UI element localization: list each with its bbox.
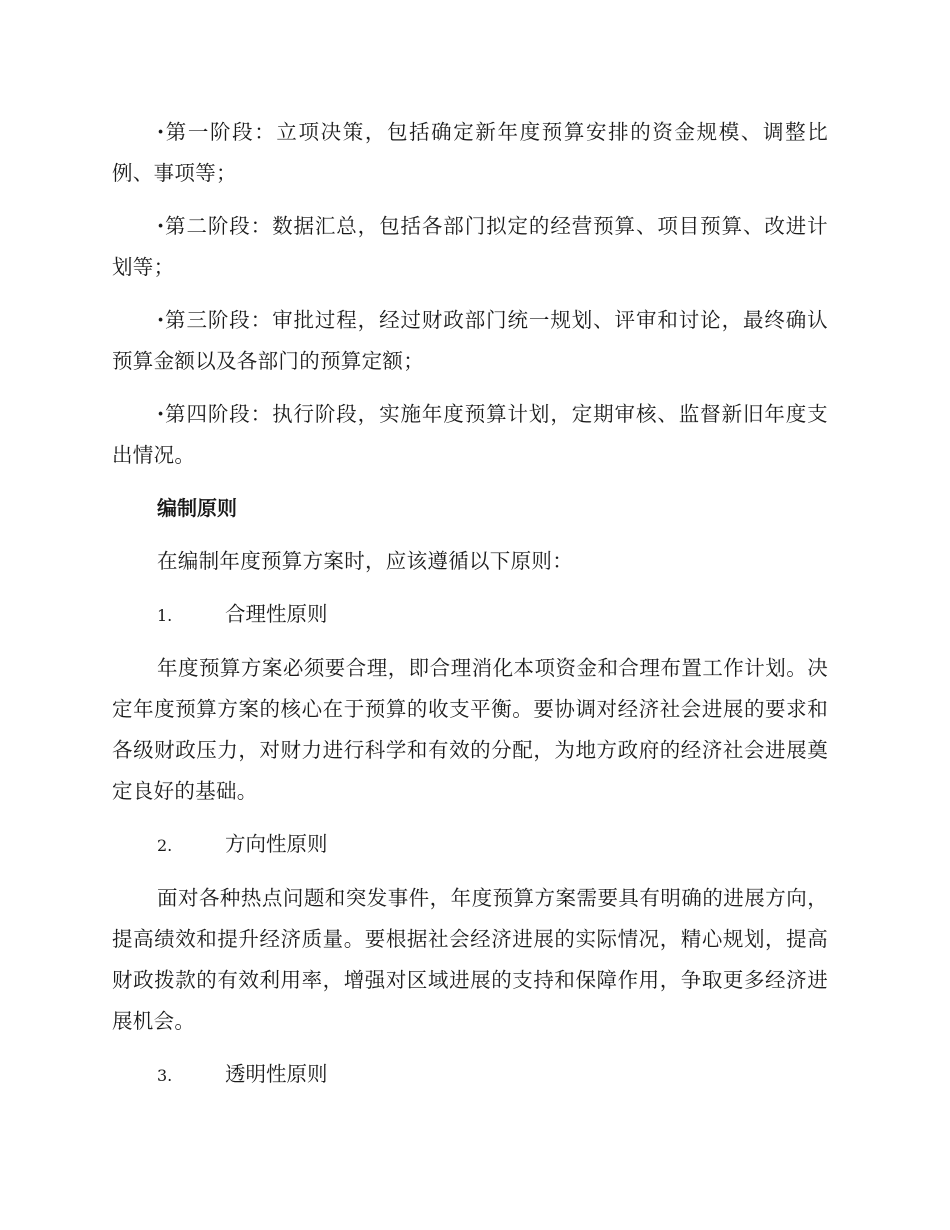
stage-item: [112, 394, 828, 476]
stage-text: 第三阶段：审批过程，经过财政部门统一规划、评审和讨论，最终确认预算金额以及各部门的预算定额；: [112, 308, 828, 373]
principle-number: 1.: [157, 606, 173, 625]
principle-heading: [112, 1054, 828, 1096]
principle-body: 年度预算方案必须要合理，即合理消化本项资金和合理布置工作计划。决定年度预算方案的核心在于预算的收支平衡。要协调对经济社会进展的要求和各级财政压力，对财力进行科学和有效的分配，为地方政府的经济社会进展奠定良好的基础。: [112, 656, 828, 803]
section-heading: 编制原则: [157, 496, 237, 520]
stage-item: [112, 112, 828, 194]
document-page: [112, 112, 828, 1108]
principle-heading: [112, 824, 828, 866]
bullet-icon: ·: [157, 402, 165, 426]
bullet-icon: ·: [157, 120, 165, 144]
stage-item: [112, 206, 828, 288]
principle-number: 3.: [157, 1066, 173, 1085]
principle-title: 方向性原则: [225, 832, 328, 856]
stage-text: 第一阶段：立项决策，包括确定新年度预算安排的资金规模、调整比例、事项等；: [112, 120, 828, 185]
stage-item: [112, 300, 828, 382]
principle-heading: [112, 594, 828, 636]
stage-text: 第四阶段：执行阶段，实施年度预算计划，定期审核、监督新旧年度支出情况。: [112, 402, 828, 467]
principle-body: 面对各种热点问题和突发事件，年度预算方案需要具有明确的进展方向，提高绩效和提升经济质量。要根据社会经济进展的实际情况，精心规划，提高财政拨款的有效利用率，增强对区域进展的支持和保障作用，争取更多经济进展机会。: [112, 886, 828, 1033]
principle-title: 透明性原则: [225, 1062, 328, 1086]
bullet-icon: ·: [157, 214, 165, 238]
principle-title: 合理性原则: [225, 602, 328, 626]
principle-number: 2.: [157, 836, 173, 855]
bullet-icon: ·: [157, 308, 165, 332]
intro-paragraph: 在编制年度预算方案时，应该遵循以下原则：: [157, 549, 573, 573]
stage-text: 第二阶段：数据汇总，包括各部门拟定的经营预算、项目预算、改进计划等；: [112, 214, 828, 279]
